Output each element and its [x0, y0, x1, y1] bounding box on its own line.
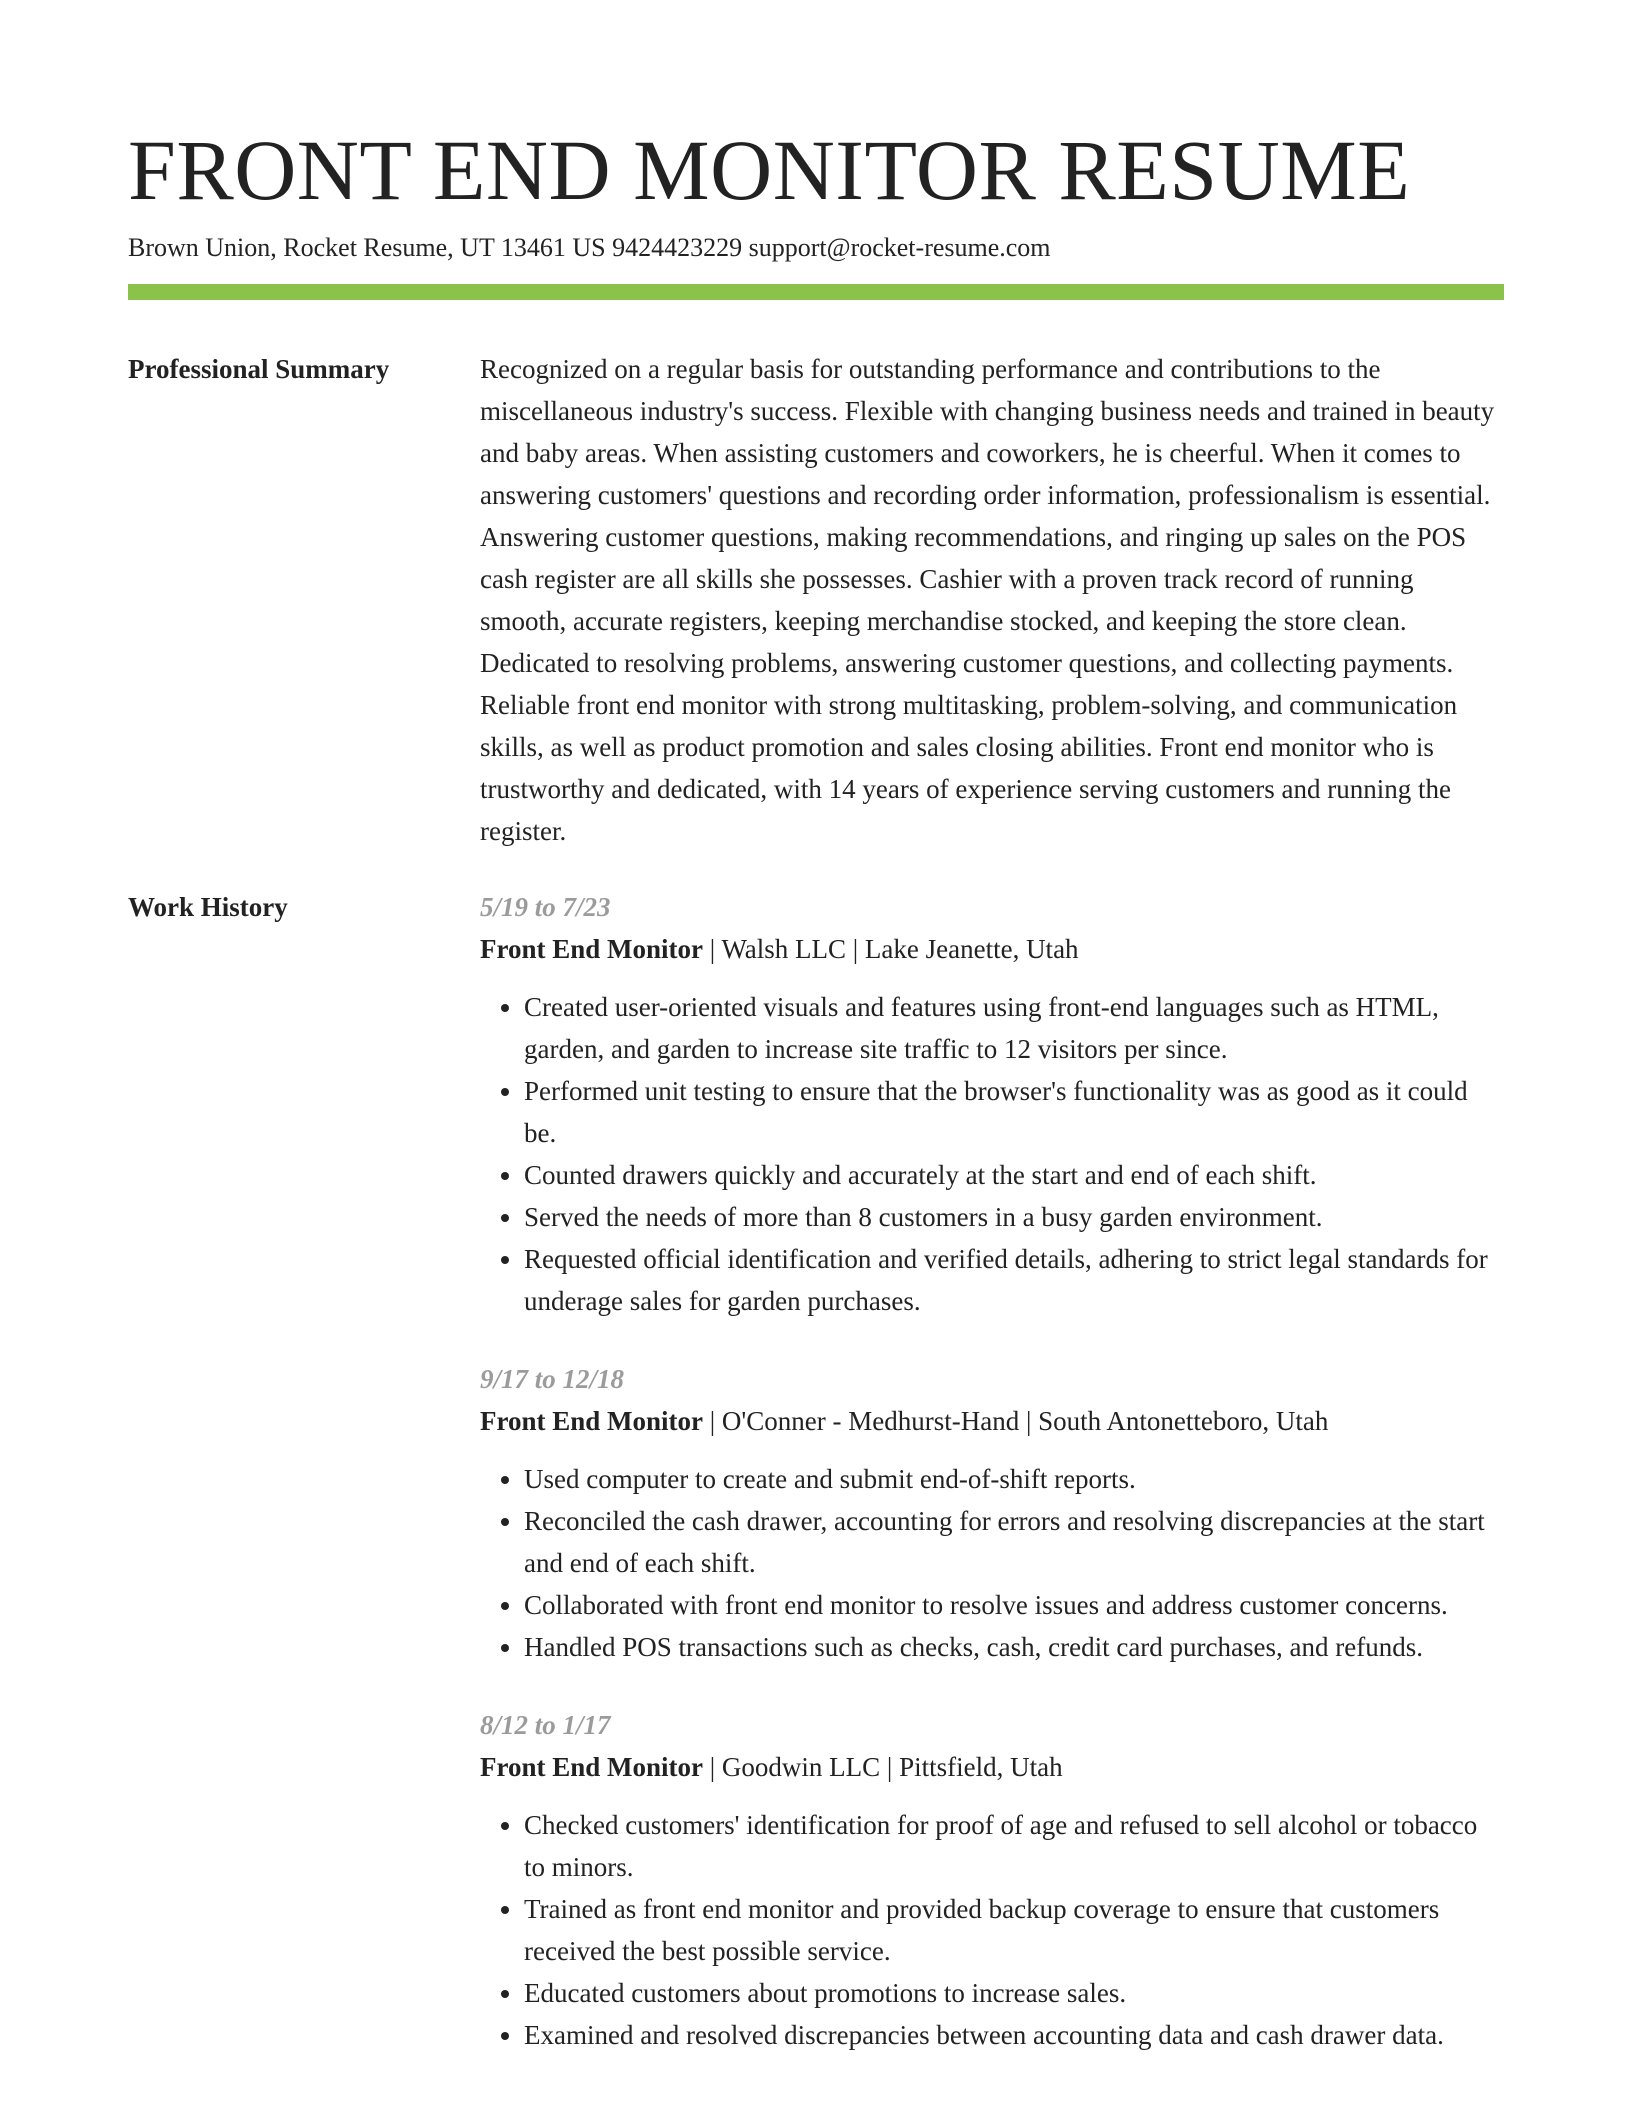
- job-bullet: • Performed unit testing to ensure that the browser's functionality was as good as it could be.: [524, 1070, 1504, 1154]
- job-title-line: [480, 1400, 1504, 1442]
- job-bullet: • Reconciled the cash drawer, accounting for errors and resolving discrepancies at the start and end of each shift.: [524, 1500, 1504, 1584]
- job-bullet: • Counted drawers quickly and accurately at the start and end of each shift.: [524, 1154, 1504, 1196]
- job-title: Front End Monitor: [480, 1752, 704, 1782]
- job-company: Walsh LLC: [721, 934, 846, 964]
- job-company: O'Conner - Medhurst-Hand: [721, 1406, 1020, 1436]
- job-bullets: [480, 986, 1504, 1322]
- summary-text: Recognized on a regular basis for outstanding performance and contributions to the miscellaneous industry's success. Flexible with changing business needs and trained in beauty and baby areas. When assisting customers and coworkers, he is cheerful. When it comes to answering customers' questions and recording order information, professionalism is essential. Answering customer questions, making recommendations, and ringing up sales on the POS cash register are all skills she possesses. Cashier with a proven track record of running smooth, accurate registers, keeping merchandise stocked, and keeping the store clean. Dedicated to resolving problems, answering customer questions, and collecting payments. Reliable front end monitor with strong multitasking, problem-solving, and communication skills, as well as product promotion and sales closing abilities. Front end monitor who is trustworthy and dedicated, with 14 years of experience serving customers and running the register.: [480, 354, 1495, 846]
- job-entry: [480, 886, 1504, 1322]
- job-bullet: • Used computer to create and submit end-of-shift reports.: [524, 1458, 1504, 1500]
- job-title-line: [480, 1746, 1504, 1788]
- job-separator: |: [880, 1752, 900, 1782]
- job-bullet: • Trained as front end monitor and provided backup coverage to ensure that customers received the best possible service.: [524, 1888, 1504, 1972]
- work-history-section: [128, 886, 1504, 2056]
- resume-title: FRONT END MONITOR RESUME: [128, 122, 1411, 218]
- work-history-heading: Work History: [128, 892, 288, 922]
- job-location: Lake Jeanette, Utah: [864, 934, 1079, 964]
- job-bullet: • Checked customers' identification for proof of age and refused to sell alcohol or tobacco to minors.: [524, 1804, 1504, 1888]
- job-title: Front End Monitor: [480, 934, 704, 964]
- job-bullet: • Handled POS transactions such as checks, cash, credit card purchases, and refunds.: [524, 1626, 1504, 1668]
- job-bullet: • Collaborated with front end monitor to resolve issues and address customer concerns.: [524, 1584, 1504, 1626]
- job-bullet: • Served the needs of more than 8 customers in a busy garden environment.: [524, 1196, 1504, 1238]
- contact-email: support@rocket-resume.com: [748, 233, 1051, 262]
- job-location: Pittsfield, Utah: [899, 1752, 1063, 1782]
- job-bullets: [480, 1458, 1504, 1668]
- header-accent-rule: [128, 284, 1504, 300]
- job-separator: |: [846, 934, 865, 964]
- job-company: Goodwin LLC: [721, 1752, 881, 1782]
- job-entry: [480, 1358, 1504, 1668]
- work-history-body: [480, 886, 1504, 2056]
- job-entry: [480, 1704, 1504, 2056]
- resume-page: [128, 120, 1504, 2056]
- job-separator: |: [703, 1752, 722, 1782]
- job-bullets: [480, 1804, 1504, 2056]
- contact-line: [128, 230, 1504, 266]
- contact-address: Brown Union, Rocket Resume, UT 13461 US: [128, 233, 606, 262]
- job-bullet: • Created user-oriented visuals and features using front-end languages such as HTML, garden, and garden to increase site traffic to 12 visitors per since.: [524, 986, 1504, 1070]
- job-separator: |: [703, 1406, 722, 1436]
- job-bullet: • Examined and resolved discrepancies between accounting data and cash drawer data.: [524, 2014, 1504, 2056]
- job-title-line: [480, 928, 1504, 970]
- job-separator: |: [703, 934, 722, 964]
- job-title: Front End Monitor: [480, 1406, 704, 1436]
- job-bullet: • Educated customers about promotions to increase sales.: [524, 1972, 1504, 2014]
- summary-heading: Professional Summary: [128, 354, 390, 384]
- job-separator: |: [1019, 1406, 1039, 1436]
- summary-section: [128, 348, 1504, 852]
- job-location: South Antonetteboro, Utah: [1038, 1406, 1329, 1436]
- contact-phone: 9424423229: [612, 233, 743, 262]
- job-dates: 8/12 to 1/17: [480, 1710, 611, 1740]
- summary-body: [480, 348, 1504, 852]
- job-bullet: • Requested official identification and verified details, adhering to strict legal standards for underage sales for garden purchases.: [524, 1238, 1504, 1322]
- job-dates: 5/19 to 7/23: [480, 892, 611, 922]
- job-dates: 9/17 to 12/18: [480, 1364, 625, 1394]
